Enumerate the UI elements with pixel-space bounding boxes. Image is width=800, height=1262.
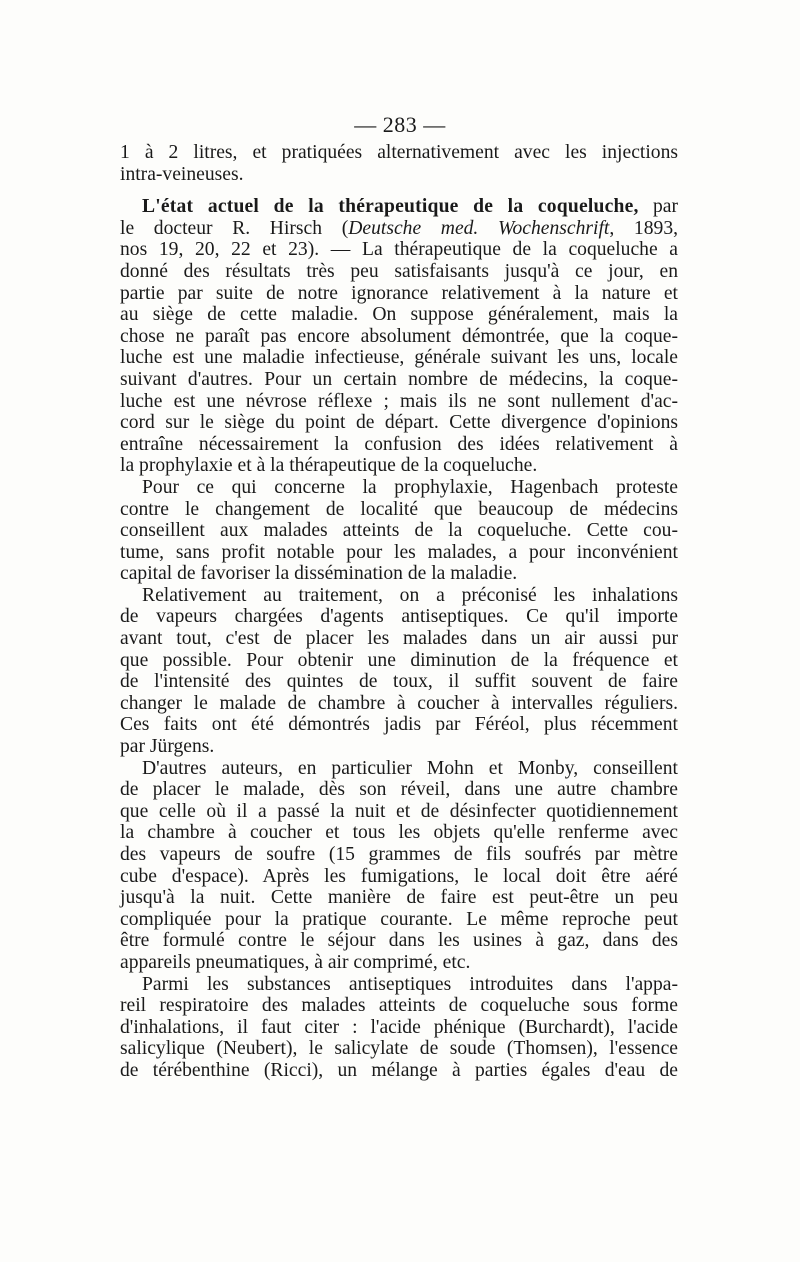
text-line: partie par suite de notre ignorance relativement à la nature et: [120, 282, 678, 304]
text-line: cord sur le siège du point de départ. Cette divergence d'opinions: [120, 412, 678, 434]
text-line: chose ne paraît pas encore absolument démontrée, que la coque-: [120, 325, 678, 347]
paragraphs: [120, 477, 678, 1082]
text-line: capital de favoriser la dissémination de la maladie.: [120, 563, 518, 585]
citation-line: [120, 218, 678, 240]
paragraph: [120, 585, 678, 758]
text-line: intra-veineuses.: [120, 163, 244, 185]
text-line: de térébenthine (Ricci), un mélange à parties égales d'eau de: [120, 1059, 678, 1081]
text-line: conseillent aux malades atteints de la coqueluche. Cette cou-: [120, 520, 678, 542]
paragraph: [120, 477, 678, 585]
text-fragment: , 1893,: [609, 217, 679, 239]
text-line: de vapeurs chargées d'agents antiseptiques. Ce qu'il importe: [120, 606, 678, 628]
text-line: compliquée pour la pratique courante. Le même reproche peut: [120, 908, 678, 930]
text-line: reil respiratoire des malades atteints de coqueluche sous forme: [120, 995, 678, 1017]
section-paragraph: [120, 239, 678, 477]
text-line: entraîne nécessairement la confusion des idées relativement à: [120, 433, 678, 455]
page-number: — 283 —: [354, 112, 446, 137]
text-line: D'autres auteurs, en particulier Mohn et Monby, conseillent: [142, 757, 678, 779]
body-text: [120, 142, 678, 1082]
text-line: suivant d'autres. Pour un certain nombre de médecins, la coque-: [120, 368, 678, 390]
text-line: que celle où il a passé la nuit et de désinfecter quotidiennement: [120, 800, 678, 822]
text-line: d'inhalations, il faut citer : l'acide phénique (Burchardt), l'acide: [120, 1016, 678, 1038]
text-line: contre le changement de localité que beaucoup de médecins: [120, 498, 678, 520]
text-line: de placer le malade, dès son réveil, dans une autre chambre: [120, 779, 678, 801]
text-line: par Jürgens.: [120, 736, 215, 758]
text-line: Ces faits ont été démontrés jadis par Féréol, plus récemment: [120, 714, 678, 736]
text-line: appareils pneumatiques, à air comprimé, etc.: [120, 951, 471, 973]
text-line: tume, sans profit notable pour les malades, a pour inconvénient: [120, 541, 678, 563]
section-heading-line: [120, 196, 678, 218]
text-line: jusqu'à la nuit. Cette manière de faire est peut-être un peu: [120, 887, 678, 909]
text-line: la chambre à coucher et tous les objets qu'elle renferme avec: [120, 822, 678, 844]
text-line: luche est une névrose réflexe ; mais ils ne sont nullement d'ac-: [120, 390, 678, 412]
text-line: avant tout, c'est de placer les malades dans un air aussi pur: [120, 628, 678, 650]
journal-title: Deutsche med. Wochenschrift: [348, 217, 610, 239]
text-line: cube d'espace). Après les fumigations, le local doit être aéré: [120, 865, 678, 887]
text-line: des vapeurs de soufre (15 grammes de fils soufrés par mètre: [120, 844, 678, 865]
text-line: au siège de cette maladie. On suppose généralement, mais la: [120, 304, 678, 326]
text-line: 1 à 2 litres, et pratiquées alternativement avec les injections: [120, 142, 678, 163]
text-line: donné des résultats très peu satisfaisants jusqu'à ce jour, en: [120, 260, 678, 282]
paragraph: [120, 974, 678, 1082]
text-fragment: le docteur R. Hirsch (: [120, 217, 349, 239]
text-line: de l'intensité des quintes de toux, il suffit souvent de faire: [120, 671, 678, 693]
text-line: la prophylaxie et à la thérapeutique de la coqueluche.: [120, 455, 538, 477]
text-line: Relativement au traitement, on a préconisé les inhalations: [142, 584, 678, 606]
text-line: changer le malade de chambre à coucher à intervalles réguliers.: [120, 692, 678, 714]
section-title: L'état actuel de la thérapeutique de la coqueluche,: [142, 196, 639, 218]
text-line: que possible. Pour obtenir une diminution de la fréquence et: [120, 649, 678, 671]
paragraph: [120, 758, 678, 974]
text-line: Pour ce qui concerne la prophylaxie, Hagenbach proteste: [142, 476, 678, 498]
text-line: Parmi les substances antiseptiques introduites dans l'appa-: [142, 973, 678, 995]
text-fragment: par: [638, 196, 678, 218]
section-gap: [120, 185, 678, 196]
text-line: salicylique (Neubert), le salicylate de soude (Thomsen), l'essence: [120, 1038, 678, 1060]
text-line: luche est une maladie infectieuse, générale suivant les uns, locale: [120, 347, 678, 369]
text-line: nos 19, 20, 22 et 23). — La thérapeutique de la coqueluche a: [120, 239, 678, 261]
text-line: être formulé contre le séjour dans les usines à gaz, dans des: [120, 930, 678, 952]
